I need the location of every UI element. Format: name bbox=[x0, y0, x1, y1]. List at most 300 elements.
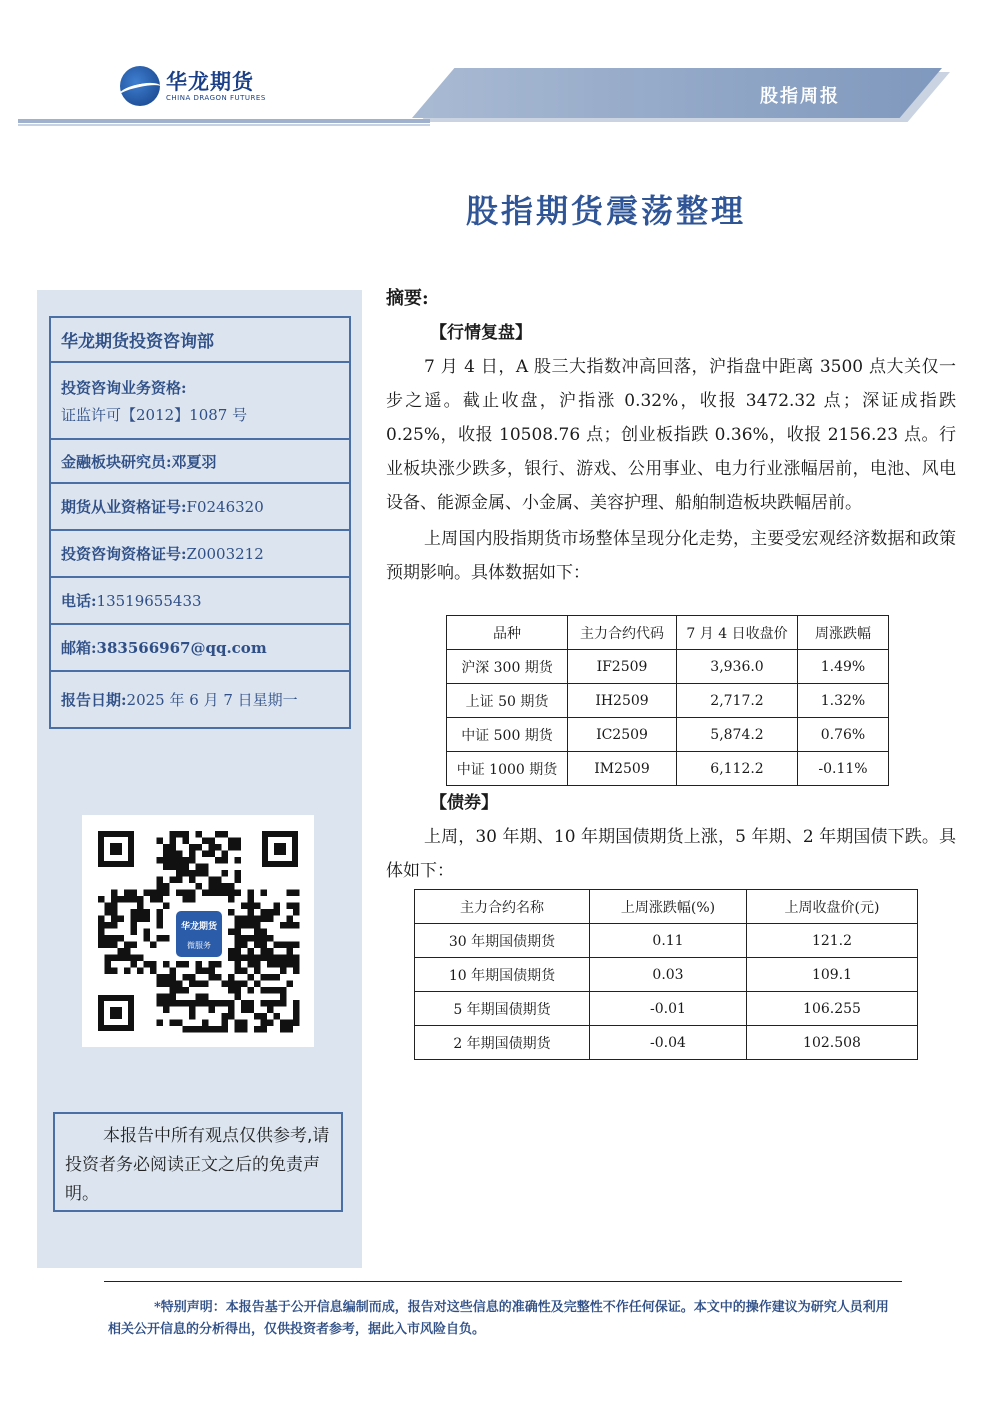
qr-module bbox=[196, 844, 203, 851]
qr-module bbox=[241, 942, 248, 949]
qr-module bbox=[241, 1020, 248, 1027]
qr-module bbox=[183, 987, 190, 994]
phone-value: 13519655433 bbox=[96, 591, 202, 610]
cell-weekly-close: 106.255 bbox=[747, 992, 918, 1026]
qr-module bbox=[196, 831, 203, 838]
cell-close: 2,717.2 bbox=[677, 684, 798, 718]
qr-module bbox=[248, 909, 255, 916]
cell-contract: IM2509 bbox=[568, 752, 677, 786]
qr-module bbox=[118, 935, 125, 942]
qr-module bbox=[228, 896, 235, 903]
qr-module bbox=[280, 968, 287, 975]
qr-module bbox=[176, 851, 183, 858]
qr-module bbox=[235, 877, 242, 884]
qr-module bbox=[274, 955, 281, 962]
qr-module bbox=[202, 981, 209, 988]
qr-module bbox=[280, 942, 287, 949]
qr-module bbox=[248, 935, 255, 942]
qr-module bbox=[202, 968, 209, 975]
qr-module bbox=[280, 994, 287, 1001]
researcher-row bbox=[51, 440, 349, 484]
qr-center-top: 华龙期货 bbox=[180, 922, 218, 932]
qr-module bbox=[105, 903, 112, 910]
qr-center-bottom: 微服务 bbox=[187, 941, 211, 950]
qr-module bbox=[228, 981, 235, 988]
qr-module bbox=[274, 903, 281, 910]
qr-module bbox=[189, 844, 196, 851]
qr-module bbox=[189, 974, 196, 981]
qr-module bbox=[287, 890, 294, 897]
col-header-weekly-close: 上周收盘价(元) bbox=[747, 890, 918, 924]
qr-module bbox=[137, 955, 144, 962]
qr-module bbox=[280, 987, 287, 994]
qr-module bbox=[235, 870, 242, 877]
qr-module bbox=[131, 922, 138, 929]
qr-module bbox=[163, 864, 170, 871]
qr-module bbox=[228, 890, 235, 897]
table-header-row bbox=[447, 616, 889, 650]
qr-module bbox=[261, 1020, 268, 1027]
qr-module bbox=[248, 974, 255, 981]
qr-module bbox=[170, 981, 177, 988]
qr-module bbox=[287, 942, 294, 949]
cell-weekly-change: -0.01 bbox=[590, 992, 747, 1026]
qr-module bbox=[280, 955, 287, 962]
qr-module bbox=[183, 896, 190, 903]
qr-module bbox=[293, 942, 300, 949]
qr-module bbox=[241, 1007, 248, 1014]
qr-module bbox=[124, 948, 131, 955]
qr-module bbox=[235, 1020, 242, 1027]
qr-module bbox=[209, 890, 216, 897]
qr-module bbox=[261, 909, 268, 916]
qr-module bbox=[209, 1007, 216, 1014]
qr-module bbox=[111, 955, 118, 962]
qr-module bbox=[150, 896, 157, 903]
qr-module bbox=[235, 968, 242, 975]
col-header-close: 7 月 4 日收盘价 bbox=[677, 616, 798, 650]
qr-module bbox=[209, 851, 216, 858]
qr-module bbox=[293, 890, 300, 897]
qr-module bbox=[105, 968, 112, 975]
qr-module bbox=[267, 974, 274, 981]
qr-module bbox=[261, 916, 268, 923]
qr-module bbox=[280, 1020, 287, 1027]
wechat-qr-code[interactable] bbox=[82, 815, 314, 1047]
qr-module bbox=[105, 955, 112, 962]
qr-module bbox=[209, 968, 216, 975]
cell-close: 5,874.2 bbox=[677, 718, 798, 752]
qr-module bbox=[248, 1000, 255, 1007]
cell-weekly-change: -0.04 bbox=[590, 1026, 747, 1060]
qr-module bbox=[131, 942, 138, 949]
summary-heading: 摘要: bbox=[386, 288, 429, 309]
qr-module bbox=[202, 1000, 209, 1007]
qr-module bbox=[235, 942, 242, 949]
qr-module bbox=[274, 909, 281, 916]
cell-change: 1.32% bbox=[798, 684, 889, 718]
qr-module bbox=[98, 922, 105, 929]
qr-module bbox=[222, 851, 229, 858]
qr-module bbox=[111, 890, 118, 897]
qr-module bbox=[287, 955, 294, 962]
qr-module bbox=[124, 955, 131, 962]
qr-module bbox=[202, 994, 209, 1001]
qr-module bbox=[209, 1000, 216, 1007]
page-title: 股指期货震荡整理 bbox=[465, 192, 746, 230]
qr-module bbox=[254, 955, 261, 962]
qr-module bbox=[235, 935, 242, 942]
cell-weekly-close: 109.1 bbox=[747, 958, 918, 992]
table-row bbox=[415, 992, 918, 1026]
qr-module bbox=[254, 968, 261, 975]
qr-module bbox=[118, 948, 125, 955]
qr-module bbox=[287, 916, 294, 923]
qr-module bbox=[293, 1020, 300, 1027]
qr-module bbox=[241, 922, 248, 929]
qr-module bbox=[124, 968, 131, 975]
qr-module bbox=[163, 994, 170, 1001]
qr-module bbox=[111, 903, 118, 910]
cell-contract: IH2509 bbox=[568, 684, 677, 718]
qr-module bbox=[209, 838, 216, 845]
qr-module bbox=[176, 1020, 183, 1027]
qr-module bbox=[261, 955, 268, 962]
qr-module bbox=[261, 890, 268, 897]
cell-close: 6,112.2 bbox=[677, 752, 798, 786]
qr-module bbox=[267, 961, 274, 968]
qr-module bbox=[287, 948, 294, 955]
qr-module bbox=[157, 994, 164, 1001]
qr-module bbox=[144, 961, 151, 968]
qr-module bbox=[150, 942, 157, 949]
qr-module bbox=[228, 929, 235, 936]
researcher-label: 金融板块研究员: bbox=[61, 452, 172, 471]
col-header-contract-name: 主力合约名称 bbox=[415, 890, 590, 924]
qr-module bbox=[261, 929, 268, 936]
qr-module bbox=[189, 1026, 196, 1033]
qr-module bbox=[293, 961, 300, 968]
qr-module bbox=[215, 831, 222, 838]
qr-module bbox=[261, 1013, 268, 1020]
qr-module bbox=[222, 1013, 229, 1020]
qr-module bbox=[280, 922, 287, 929]
qr-module bbox=[261, 942, 268, 949]
cell-close: 3,936.0 bbox=[677, 650, 798, 684]
qr-module bbox=[235, 838, 242, 845]
qr-module bbox=[170, 831, 177, 838]
qr-module bbox=[176, 864, 183, 871]
consult-license-value: Z0003212 bbox=[186, 544, 264, 563]
qr-module bbox=[222, 831, 229, 838]
qr-module bbox=[196, 968, 203, 975]
qr-module bbox=[124, 896, 131, 903]
qr-module bbox=[274, 942, 281, 949]
qr-module bbox=[293, 903, 300, 910]
qr-module bbox=[144, 909, 151, 916]
qr-module bbox=[267, 1007, 274, 1014]
qr-module bbox=[222, 870, 229, 877]
table-row bbox=[447, 752, 889, 786]
market-review-paragraph: 7 月 4 日，A 股三大指数冲高回落，沪指盘中距离 3500 点大关仅一步之遥。截止收盘，沪指涨 0.32%，收报 3472.32 点；深证成指跌 0.25%，收报 10508.76 点；创业板指跌 0.36%，收报 2156.23 点。行业板块涨少跌多，银行、游戏、公用事业、电力行业涨幅居前，电池、风电设备、能源金属、小金属、美容护理、船舶制造板块跌幅居前。 bbox=[386, 357, 956, 513]
table-row bbox=[447, 684, 889, 718]
qr-module bbox=[176, 981, 183, 988]
cell-contract-name: 5 年期国债期货 bbox=[415, 992, 590, 1026]
qr-module bbox=[228, 987, 235, 994]
cell-contract-name: 10 年期国债期货 bbox=[415, 958, 590, 992]
qr-module bbox=[222, 1000, 229, 1007]
qr-module bbox=[235, 955, 242, 962]
qr-module bbox=[222, 1026, 229, 1033]
qr-module bbox=[189, 1000, 196, 1007]
qr-module bbox=[241, 916, 248, 923]
qr-module bbox=[261, 1000, 268, 1007]
qr-module bbox=[241, 981, 248, 988]
qr-module bbox=[235, 844, 242, 851]
qr-module bbox=[209, 844, 216, 851]
qualification-row bbox=[51, 363, 349, 440]
qr-module bbox=[131, 961, 138, 968]
qr-module bbox=[196, 870, 203, 877]
qr-module bbox=[170, 844, 177, 851]
qr-module bbox=[241, 1026, 248, 1033]
qr-module bbox=[163, 851, 170, 858]
phone-row bbox=[51, 578, 349, 625]
qr-module bbox=[235, 922, 242, 929]
qr-module bbox=[287, 961, 294, 968]
qr-module bbox=[228, 948, 235, 955]
qr-module bbox=[287, 1020, 294, 1027]
qr-module bbox=[196, 864, 203, 871]
consult-license-row bbox=[51, 531, 349, 578]
qr-module bbox=[235, 994, 242, 1001]
qr-module bbox=[248, 987, 255, 994]
qr-module bbox=[202, 864, 209, 871]
qr-module bbox=[176, 857, 183, 864]
futures-license-label: 期货从业资格证号: bbox=[61, 498, 187, 516]
cell-change: 1.49% bbox=[798, 650, 889, 684]
qr-module bbox=[215, 974, 222, 981]
qr-module bbox=[293, 1013, 300, 1020]
cell-variety: 沪深 300 期货 bbox=[447, 650, 568, 684]
report-date-label: 报告日期: bbox=[61, 691, 127, 709]
qr-module bbox=[222, 1020, 229, 1027]
qr-module bbox=[202, 851, 209, 858]
qr-module bbox=[241, 1000, 248, 1007]
qr-module bbox=[137, 968, 144, 975]
qr-module bbox=[209, 974, 216, 981]
qr-module bbox=[124, 890, 131, 897]
footer-divider bbox=[104, 1281, 902, 1282]
cell-change: 0.76% bbox=[798, 718, 889, 752]
qr-module bbox=[215, 857, 222, 864]
qr-module bbox=[274, 961, 281, 968]
qr-module bbox=[228, 838, 235, 845]
email-row bbox=[51, 625, 349, 672]
qr-module bbox=[144, 935, 151, 942]
qr-module bbox=[235, 929, 242, 936]
header-divider-light bbox=[18, 124, 430, 126]
qr-module bbox=[118, 896, 125, 903]
qr-module bbox=[241, 903, 248, 910]
qr-module bbox=[157, 922, 164, 929]
qr-module bbox=[163, 981, 170, 988]
disclaimer-box: 本报告中所有观点仅供参考,请投资者务必阅读正文之后的免责声明。 bbox=[53, 1112, 343, 1212]
table-row bbox=[415, 958, 918, 992]
qr-module bbox=[111, 916, 118, 923]
qr-module bbox=[248, 948, 255, 955]
qr-module bbox=[267, 916, 274, 923]
qr-module bbox=[248, 961, 255, 968]
report-type-banner bbox=[412, 68, 942, 118]
qr-module bbox=[131, 929, 138, 936]
qr-module bbox=[105, 961, 112, 968]
qr-module bbox=[176, 877, 183, 884]
qr-module bbox=[196, 1026, 203, 1033]
qr-module bbox=[183, 857, 190, 864]
qr-module bbox=[189, 851, 196, 858]
qr-module bbox=[124, 942, 131, 949]
qr-module bbox=[131, 955, 138, 962]
qr-module bbox=[254, 981, 261, 988]
qr-module bbox=[215, 883, 222, 890]
qr-module bbox=[235, 1026, 242, 1033]
qr-module bbox=[170, 987, 177, 994]
logo-name-cn: 华龙期货 bbox=[166, 70, 254, 94]
bond-paragraph: 上周，30 年期、10 年期国债期货上涨，5 年期、2 年期国债下跌。具体如下： bbox=[386, 827, 956, 881]
bond-futures-table bbox=[414, 889, 918, 1060]
qr-module bbox=[144, 916, 151, 923]
qr-module bbox=[209, 883, 216, 890]
qr-module bbox=[248, 1007, 255, 1014]
qr-module bbox=[228, 883, 235, 890]
report-date-row bbox=[51, 672, 349, 727]
qr-module bbox=[235, 916, 242, 923]
qr-module bbox=[150, 961, 157, 968]
qr-module bbox=[215, 844, 222, 851]
qr-module bbox=[189, 1013, 196, 1020]
qr-module bbox=[176, 1000, 183, 1007]
qr-module bbox=[170, 994, 177, 1001]
col-header-change: 周涨跌幅 bbox=[798, 616, 889, 650]
qr-module bbox=[202, 890, 209, 897]
cell-contract-name: 30 年期国债期货 bbox=[415, 924, 590, 958]
qr-module bbox=[170, 1020, 177, 1027]
cell-variety: 中证 1000 期货 bbox=[447, 752, 568, 786]
qr-module bbox=[228, 955, 235, 962]
index-futures-paragraph: 上周国内股指期货市场整体呈现分化走势，主要受宏观经济数据和政策预期影响。具体数据如下： bbox=[386, 529, 956, 583]
qr-module bbox=[176, 961, 183, 968]
qr-module bbox=[202, 838, 209, 845]
qr-module bbox=[131, 896, 138, 903]
qr-module bbox=[105, 935, 112, 942]
qr-module bbox=[228, 909, 235, 916]
qr-module bbox=[98, 935, 105, 942]
qr-module bbox=[131, 916, 138, 923]
qr-module bbox=[274, 1000, 281, 1007]
qr-module bbox=[235, 890, 242, 897]
qr-module bbox=[183, 890, 190, 897]
qr-module bbox=[261, 948, 268, 955]
qr-module bbox=[105, 922, 112, 929]
table-row bbox=[415, 1026, 918, 1060]
table-row bbox=[415, 924, 918, 958]
qr-module bbox=[248, 903, 255, 910]
qr-module bbox=[157, 883, 164, 890]
header-divider bbox=[18, 119, 430, 123]
qr-module bbox=[274, 974, 281, 981]
qr-module bbox=[189, 877, 196, 884]
qr-module bbox=[105, 942, 112, 949]
qr-module bbox=[196, 961, 203, 968]
qr-module bbox=[254, 916, 261, 923]
qr-module bbox=[202, 1026, 209, 1033]
qr-module bbox=[189, 870, 196, 877]
qr-module bbox=[118, 955, 125, 962]
qr-module bbox=[235, 987, 242, 994]
qr-module bbox=[209, 877, 216, 884]
qr-module bbox=[254, 1026, 261, 1033]
qr-module bbox=[287, 1026, 294, 1033]
qr-module bbox=[163, 1007, 170, 1014]
qr-module bbox=[183, 870, 190, 877]
table-row bbox=[447, 718, 889, 752]
qr-module bbox=[137, 916, 144, 923]
qr-module bbox=[98, 929, 105, 936]
qr-module bbox=[254, 903, 261, 910]
dept-label: 华龙期货投资咨询部 bbox=[61, 332, 214, 352]
qr-module bbox=[176, 831, 183, 838]
qr-module bbox=[287, 922, 294, 929]
email-value[interactable]: 383566967@qq.com bbox=[96, 638, 267, 657]
cell-contract: IC2509 bbox=[568, 718, 677, 752]
qr-module bbox=[170, 968, 177, 975]
qr-module bbox=[189, 981, 196, 988]
qr-module bbox=[228, 1000, 235, 1007]
qr-module bbox=[144, 890, 151, 897]
qr-module bbox=[267, 987, 274, 994]
cell-weekly-change: 0.11 bbox=[590, 924, 747, 958]
qr-module bbox=[215, 877, 222, 884]
cell-variety: 上证 50 期货 bbox=[447, 684, 568, 718]
qr-module bbox=[293, 909, 300, 916]
qr-module bbox=[111, 968, 118, 975]
qr-module bbox=[293, 968, 300, 975]
qr-module bbox=[163, 883, 170, 890]
qr-module bbox=[131, 890, 138, 897]
qr-module bbox=[287, 903, 294, 910]
qr-module bbox=[183, 838, 190, 845]
qr-module bbox=[209, 1026, 216, 1033]
qr-module bbox=[163, 857, 170, 864]
qr-module bbox=[157, 1000, 164, 1007]
qr-module bbox=[293, 922, 300, 929]
qr-module bbox=[157, 896, 164, 903]
qr-module bbox=[183, 831, 190, 838]
market-review-heading: 【行情复盘】 bbox=[430, 323, 532, 343]
bond-heading: 【债券】 bbox=[430, 793, 498, 813]
qr-module bbox=[157, 935, 164, 942]
qr-module bbox=[163, 961, 170, 968]
qr-module bbox=[254, 1013, 261, 1020]
qr-module bbox=[105, 909, 112, 916]
qr-module bbox=[293, 1000, 300, 1007]
qr-module bbox=[274, 987, 281, 994]
qr-module bbox=[131, 909, 138, 916]
qr-module bbox=[267, 1000, 274, 1007]
qr-module bbox=[248, 955, 255, 962]
qr-module bbox=[170, 851, 177, 858]
